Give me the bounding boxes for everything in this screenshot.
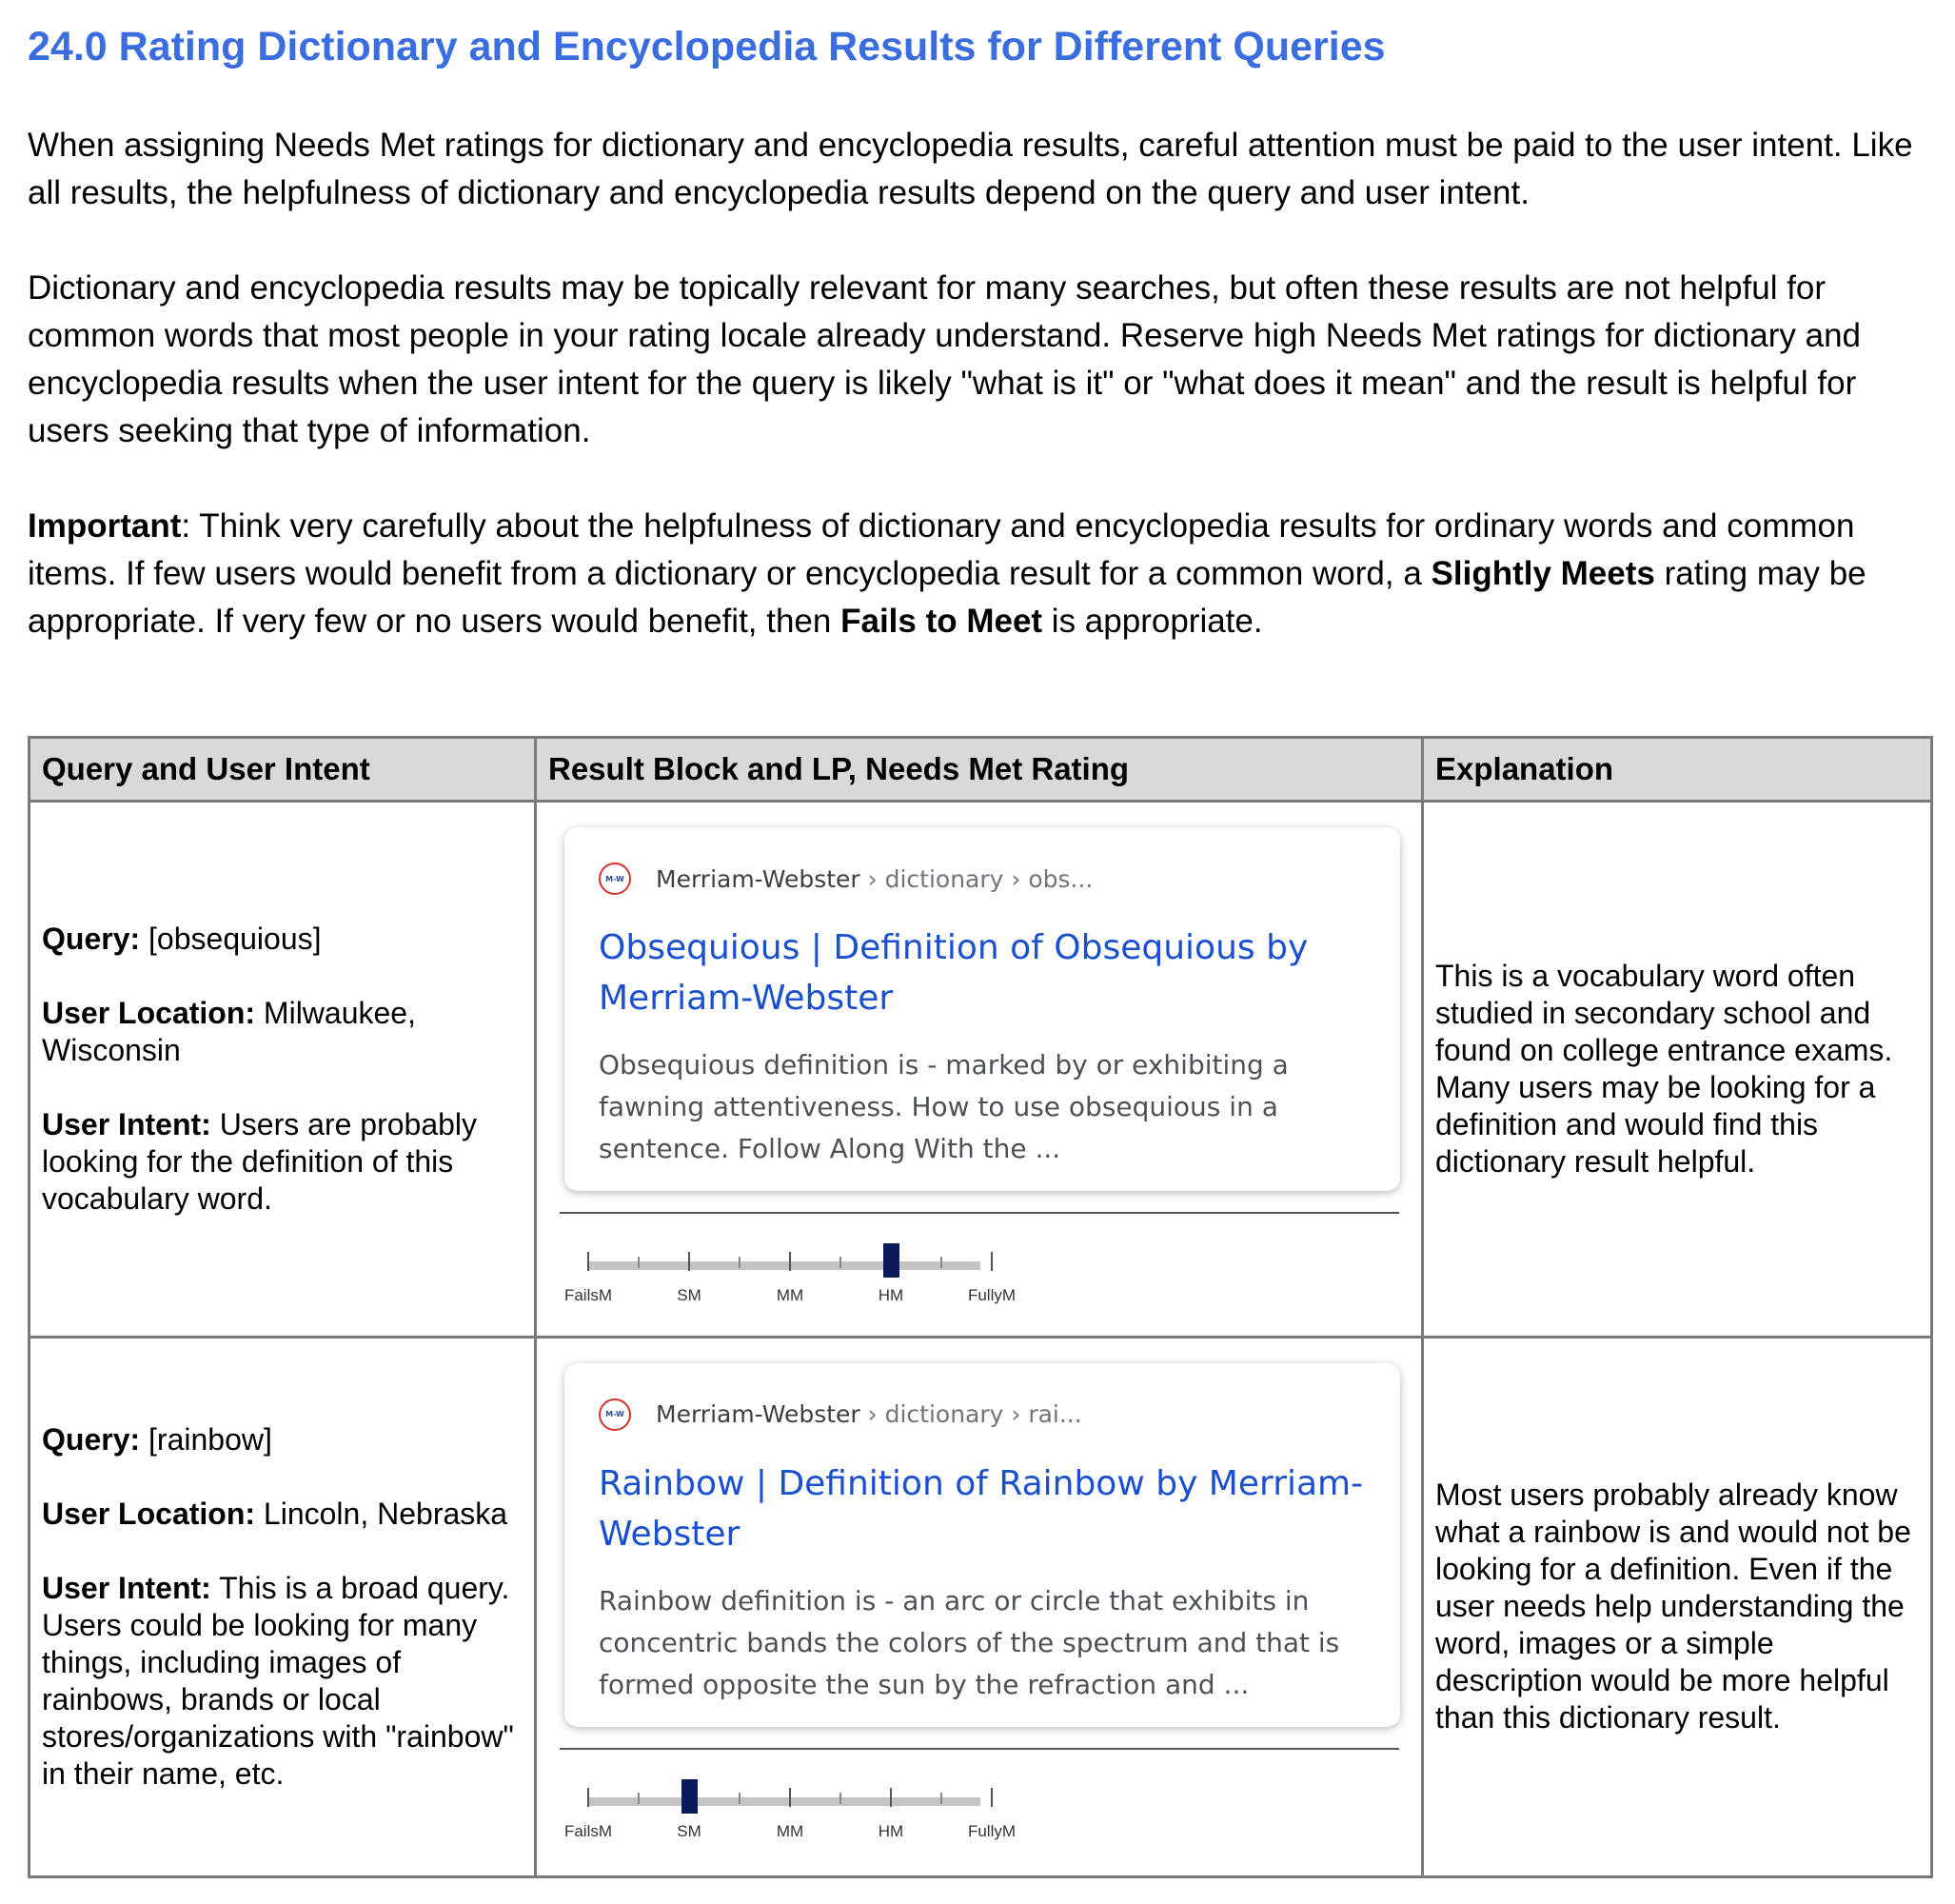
table-row [30,802,1932,1337]
scale-minor-tick [739,1257,741,1268]
scale-major-tick [789,1252,791,1271]
header-query-intent: Query and User Intent [30,738,536,802]
scale-track [588,1797,980,1806]
table-row [30,1337,1932,1876]
scale-track [588,1261,980,1270]
scale-label-mm: MM [776,1286,804,1305]
rating-slider-handle[interactable] [681,1779,698,1814]
search-result-card[interactable] [564,827,1400,1191]
page-title: 24.0 Rating Dictionary and Encyclopedia Results for Different Queries [28,24,1386,69]
result-title-link[interactable]: Rainbow | Definition of Rainbow by Merriam-Webster [599,1463,1364,1554]
result-block-cell [536,802,1423,1337]
source-path: › dictionary › rai... [867,1400,1082,1429]
scale-minor-tick [638,1257,640,1268]
scale-label-sm: SM [677,1286,701,1305]
divider [560,1748,1399,1750]
source-path: › dictionary › obs... [867,864,1094,893]
query-text: [rainbow] [148,1421,272,1457]
scale-minor-tick [839,1793,841,1804]
intro-paragraph-1: When assigning Needs Met ratings for dictionary and encyclopedia results, careful attention must be paid to the user intent. Like all results, the helpfulness of dictionary and encyclopedia results depend on the query and user intent. [28,127,1913,211]
user-intent: Users are probably looking for the definition of this vocabulary word. [42,1106,478,1216]
needs-met-scale [560,1243,1036,1319]
scale-label-failsm: FailsM [563,1286,613,1305]
scale-major-tick [688,1252,690,1271]
query-intent-cell: Query: [obsequious] User Location: Milwaukee, Wisconsin User Intent: Users are probably looking for the definition of this vocabulary word. [30,802,536,1337]
search-result-card[interactable] [564,1363,1400,1727]
result-snippet: Rainbow definition is - an arc or circle that exhibits in concentric bands the colors of the spectrum and that is formed opposite the sun by the refraction and ... [599,1584,1340,1700]
result-block-cell [536,1337,1423,1876]
query-intent-cell: Query: [rainbow] User Location: Lincoln, Nebraska User Intent: This is a broad query. Users could be looking for many things, including images of rainbows, brands or local stores/organizations with "rainbow" in their name, etc. [30,1337,536,1876]
scale-major-tick [789,1788,791,1807]
important-label: Important [28,507,182,545]
intro-paragraph-2: Dictionary and encyclopedia results may be topically relevant for many searches, but often these results are not helpful for common words that most people in your rating locale already understand. Reserve high Needs Met ratings for dictionary and encyclopedia results when the user intent for the query is likely "what is it" or "what does it mean" and the result is helpful for users seeking that type of information. [28,269,1862,449]
scale-label-hm: HM [878,1821,904,1840]
header-result-block: Result Block and LP, Needs Met Rating [536,738,1423,802]
scale-minor-tick [638,1793,640,1804]
scale-minor-tick [940,1793,942,1804]
scale-label-hm: HM [878,1286,904,1305]
scale-major-tick [587,1252,589,1271]
divider [560,1212,1399,1214]
user-location: Milwaukee, Wisconsin [42,995,416,1067]
scale-minor-tick [940,1257,942,1268]
rating-slider-handle[interactable] [883,1243,899,1278]
merriam-webster-logo-icon: M-W [599,863,631,895]
user-intent: This is a broad query. Users could be looking for many things, including images of rainbows, brands or local stores/organizations with "rainbow" in their name, etc. [42,1570,514,1791]
merriam-webster-logo-icon: M-W [599,1398,631,1431]
scale-label-fullym: FullyM [967,1286,1017,1305]
rating-examples-table [28,736,1933,1878]
header-explanation: Explanation [1423,738,1932,802]
source-name: Merriam-Webster [656,864,860,893]
slightly-meets-term: Slightly Meets [1431,555,1655,592]
scale-major-tick [991,1252,993,1271]
result-source [599,862,1093,896]
fails-to-meet-term: Fails to Meet [840,603,1043,640]
result-title-link[interactable]: Obsequious | Definition of Obsequious by Merriam-Webster [599,928,1309,1019]
explanation-cell: Most users probably already know what a rainbow is and would not be looking for a definition. Even if the user needs help understanding the word, images or a simple description would be more helpful than this dictionary result. [1423,1337,1932,1876]
scale-label-sm: SM [677,1821,701,1840]
scale-label-fullym: FullyM [967,1821,1017,1840]
scale-label-failsm: FailsM [563,1821,613,1840]
scale-major-tick [587,1788,589,1807]
result-snippet: Obsequious definition is - marked by or exhibiting a fawning attentiveness. How to use obsequious in a sentence. Follow Along With the ... [599,1049,1289,1165]
scale-label-mm: MM [776,1821,804,1840]
scale-minor-tick [839,1257,841,1268]
explanation-cell: This is a vocabulary word often studied in secondary school and found on college entrance exams. Many users may be looking for a definition and would find this dictionary result helpful. [1423,802,1932,1337]
table-header-row [30,738,1932,802]
scale-major-tick [890,1788,892,1807]
intro-paragraph-3: Important: Think very carefully about the helpfulness of dictionary and encyclopedia results for ordinary words and common items. If few users would benefit from a dictionary or encyclopedia result for a common word, a Slightly Meets rating may be appropriate. If very few or no users would benefit, then Fails to Meet is appropriate. [28,507,1866,640]
user-location: Lincoln, Nebraska [263,1496,508,1531]
scale-major-tick [991,1788,993,1807]
scale-minor-tick [739,1793,741,1804]
source-name: Merriam-Webster [656,1400,860,1429]
needs-met-scale [560,1779,1036,1855]
query-text: [obsequious] [148,921,322,956]
result-source [599,1398,1082,1432]
